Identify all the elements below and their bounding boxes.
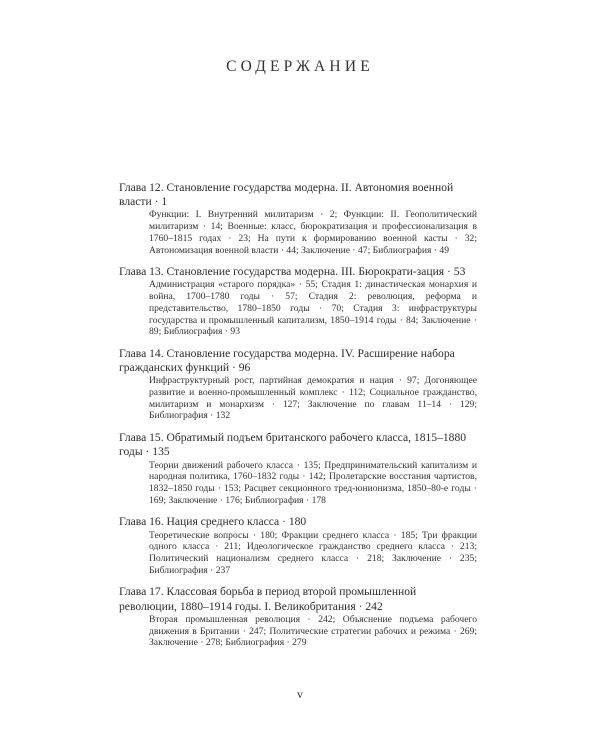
chapter-title: Глава 17. Классовая борьба в период второй промышленной революции, 1880–1914 годы. I. Великобритания · 242	[119, 585, 417, 613]
chapter-sections: Теории движений рабочего класса · 135; Предпринимательский капитализм и народная политика, 1760–1832 годы · 142; Пролетарские восстания чартистов, 1832–1850 годы · 153; Расцвет секционного тред-юнионизма, 1850–80-е годы · 169; Заключение · 176; Библиография · 178	[149, 459, 477, 506]
toc-chapter-14	[119, 347, 477, 422]
chapter-title: Глава 13. Становление государства модерна. III. Бюрократи-зация · 53	[119, 265, 466, 279]
toc-chapter-15	[119, 431, 477, 506]
chapter-sections: Функции: I. Внутренний милитаризм · 2; Функции: II. Геополитический милитаризм · 14; Военные: класс, бюрократизация и профессионализация в 1760–1815 годах · 23; На пути к формированию военной касты · 32; Автономизация военной власти · 44; Заключение · 47; Библиография · 49	[149, 209, 477, 256]
toc-chapter-13	[119, 265, 477, 338]
chapter-sections: Теоретические вопросы · 180; Фракции среднего класса · 185; Три фракции одного класса · 211; Идеологическое гражданство среднего класса · 213; Политический национализм среднего класса · 218; Заключение · 235; Библиография · 237	[149, 529, 477, 576]
chapter-title: Глава 14. Становление государства модерна. IV. Расширение набора гражданских функций · 96	[119, 346, 455, 375]
toc-chapter-17	[119, 585, 477, 649]
chapter-sections: Инфраструктурный рост, партийная демократия и нация · 97; Догоняющее развитие и военно-промышленный комплекс · 112; Социальное гражданство, милитаризм и монархизм · 127; Заключение по главам 11–14 · 129; Библиография · 132	[149, 375, 477, 422]
table-of-contents	[119, 181, 477, 658]
page-title: СОДЕРЖАНИЕ	[226, 58, 374, 75]
page-number: v	[297, 687, 303, 701]
toc-chapter-16	[119, 515, 477, 576]
toc-chapter-12	[119, 181, 477, 256]
chapter-sections: Вторая промышленная революция · 242; Объяснение подъема рабочего движения в Британии · 247; Политические стратегии рабочих и режима · 269; Заключение · 278; Библиография · 279	[149, 613, 477, 649]
chapter-sections: Администрация «старого порядка» · 55; Стадия 1: династическая монархия и война, 1700–1780 годы · 57; Стадия 2: революция, реформа и представительство, 1780–1850 годы · 70; Стадия 3: инфраструктуры государства и промышленный капитализм, 1850–1914 годы · 84; Заключение · 89; Библиография · 93	[149, 279, 477, 338]
chapter-title: Глава 15. Обратимый подъем британского рабочего класса, 1815–1880 годы · 135	[119, 431, 467, 459]
chapter-title: Глава 16. Нация среднего класса · 180	[119, 515, 307, 529]
chapter-title: Глава 12. Становление государства модерна. II. Автономия военной власти · 1	[119, 181, 454, 209]
